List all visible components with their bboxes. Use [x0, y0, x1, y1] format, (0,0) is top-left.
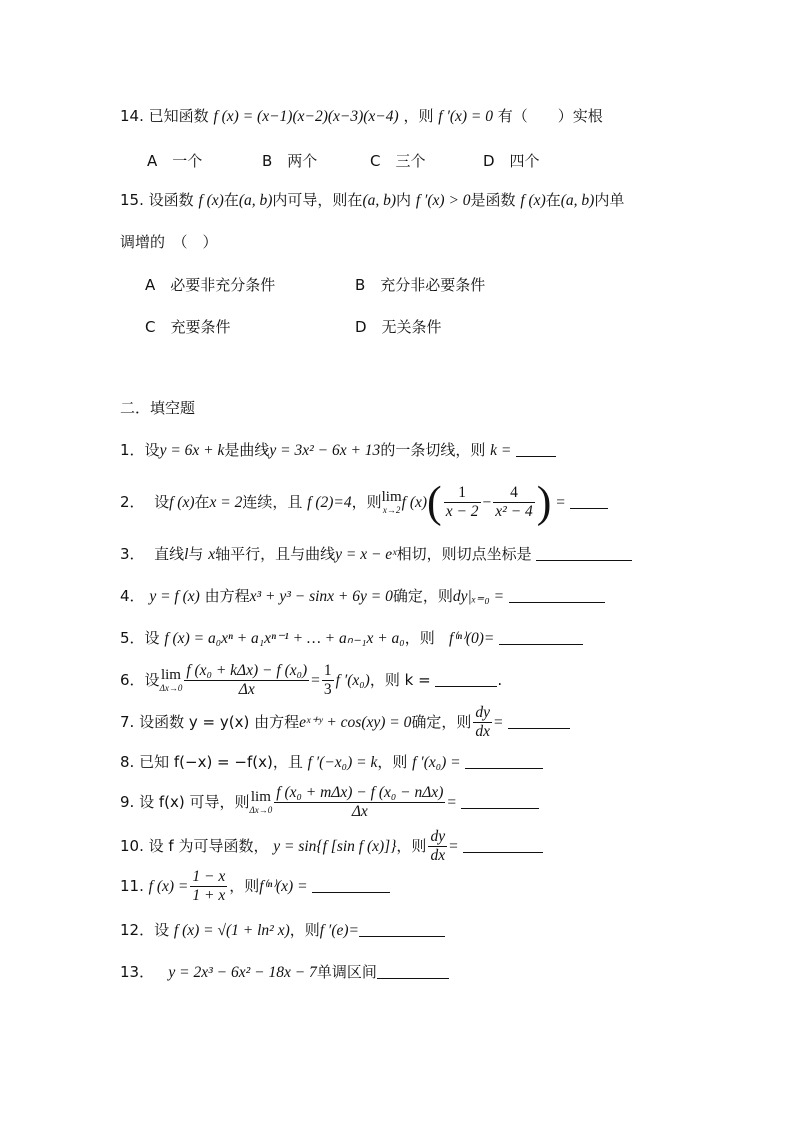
- f9-lim-text: lim: [250, 789, 271, 805]
- fill-10: [120, 826, 543, 867]
- f6-number: 6．: [120, 671, 145, 689]
- q14-number: 14.: [120, 107, 144, 125]
- q14-option-d: D 四个: [483, 152, 540, 170]
- f4-t1: 由方程: [204, 587, 250, 605]
- f1-m1: y = 6x + k: [159, 442, 225, 459]
- f2-number: 2．: [120, 493, 145, 511]
- f9-numerator: f (x₀ + mΔx) − f (x₀ − nΔx): [276, 784, 444, 801]
- f3-t2: 与: [188, 545, 204, 563]
- fill-8: [120, 752, 543, 773]
- q15-line2: 调增的 （ ）: [120, 233, 218, 251]
- f10-m1: y = sin{f [sin f (x)]}: [273, 838, 397, 855]
- q14-function: f (x) = (x−1)(x−2)(x−3)(x−4): [213, 108, 399, 125]
- f11-frac: [190, 868, 227, 905]
- f10-number: 10.: [120, 837, 144, 855]
- f10-frac: [428, 828, 447, 865]
- q15-text-b: 在: [223, 191, 239, 209]
- f13-t1: 单调区间: [316, 963, 377, 981]
- f7-d: dx: [475, 723, 491, 740]
- f5-t2: ，则: [404, 629, 435, 647]
- f2-eq: =: [556, 494, 565, 511]
- q15-condition: f ′(x) > 0: [415, 192, 471, 209]
- f11-number: 11.: [120, 877, 144, 895]
- f6-answer-blank[interactable]: [435, 672, 497, 687]
- f11-m2: f⁽ⁿ⁾(x) =: [259, 878, 308, 895]
- f12-answer-blank[interactable]: [359, 922, 445, 937]
- q15-text-d: 内: [396, 191, 412, 209]
- f6-t3: .: [497, 671, 503, 689]
- f7-eq: =: [494, 714, 503, 731]
- f5-number: 5．: [120, 629, 145, 647]
- f2-limit: [382, 490, 402, 515]
- f5-m2: f⁽ⁿ⁾(0)=: [449, 630, 495, 647]
- q15-text-b-2: 在: [545, 191, 561, 209]
- f12-m2: f ′(e)=: [319, 922, 359, 939]
- f6-n: 1: [323, 662, 332, 679]
- f2-lim-sub: x→2: [382, 505, 401, 515]
- fill-1: [120, 440, 556, 461]
- f6-third: [322, 662, 334, 699]
- f9-number: 9.: [120, 793, 135, 811]
- f6-numerator: f (x₀ + kΔx) − f (x₀): [186, 662, 308, 679]
- f3-m3: y = x − eˣ: [335, 546, 397, 563]
- f4-m2: x³ + y³ − sinx + 6y = 0: [249, 588, 393, 605]
- fill-3: [120, 544, 632, 565]
- f12-m1: f (x) = √(1 + ln² x): [173, 922, 290, 939]
- f3-t4: 相切，则切点坐标是: [396, 545, 532, 563]
- f5-answer-blank[interactable]: [499, 630, 583, 645]
- q15-text-a: 设函数: [148, 191, 194, 209]
- f11-t1: ，则: [229, 877, 260, 895]
- f2-m1: f (x): [169, 494, 195, 511]
- f9-limit: [250, 790, 273, 815]
- q15-text-f: 内单: [594, 191, 625, 209]
- fill-6: [120, 660, 502, 701]
- fill-13: [120, 962, 449, 983]
- f10-answer-blank[interactable]: [463, 838, 543, 853]
- right-paren: ): [536, 477, 552, 527]
- f7-answer-blank[interactable]: [508, 714, 570, 729]
- f9-answer-blank[interactable]: [461, 794, 539, 809]
- q14-option-b: B 两个: [262, 152, 318, 170]
- f9-t1: 设 f(x) 可导，则: [139, 793, 250, 811]
- q15-interval-3: (a, b): [560, 192, 595, 209]
- f2-frac-2: [493, 484, 535, 521]
- f8-m2: f ′(x₀) =: [412, 754, 461, 771]
- q15-f-2: f (x): [520, 192, 546, 209]
- f6-t1: 设: [144, 671, 160, 689]
- f8-number: 8.: [120, 753, 135, 771]
- f2-m4: f (x): [401, 494, 428, 511]
- f2-d1: x − 2: [445, 503, 479, 520]
- f6-lim-sub: Δx→0: [159, 683, 183, 693]
- f1-answer-blank[interactable]: [516, 442, 556, 457]
- q15-option-a: A 必要非充分条件: [145, 276, 276, 294]
- f2-t4: ，则: [351, 493, 382, 511]
- f2-t3: 连续，且: [242, 493, 303, 511]
- f12-t1: 设: [154, 921, 170, 939]
- f2-frac-1: [444, 484, 481, 521]
- f2-d2: x² − 4: [495, 503, 533, 520]
- f2-n1: 1: [444, 484, 481, 503]
- f10-t1: 设 f 为可导函数，: [148, 837, 269, 855]
- f1-number: 1．: [120, 441, 145, 459]
- f1-t2: 是曲线: [224, 441, 270, 459]
- f4-number: 4．: [120, 587, 145, 605]
- f12-t2: ，则: [289, 921, 320, 939]
- f11-d: 1 + x: [192, 887, 226, 904]
- f2-m3: f (2)=4: [307, 494, 352, 511]
- f7-t1: 设函数 y = y(x) 由方程: [139, 713, 300, 731]
- fill-9: [120, 782, 539, 823]
- f11-m1: f (x) =: [148, 878, 189, 895]
- f10-d: dx: [430, 847, 446, 864]
- f5-m1: f (x) = a₀xⁿ + a₁xⁿ⁻¹ + … + aₙ₋₁x + a₀: [164, 630, 405, 647]
- f1-t1: 设: [144, 441, 160, 459]
- q14-derivative: f ′(x) = 0: [438, 108, 493, 125]
- question-15: [120, 190, 624, 211]
- q15-interval-2: (a, b): [362, 192, 397, 209]
- q15-option-c: C 充要条件: [145, 318, 231, 336]
- f6-m1: f ′(x₀): [335, 672, 370, 689]
- f4-answer-blank[interactable]: [509, 588, 605, 603]
- fill-7: [120, 702, 570, 743]
- left-paren: (: [427, 477, 442, 527]
- q14-text-c: 有（ ）实根: [497, 107, 603, 125]
- f11-n: 1 − x: [192, 868, 226, 885]
- f7-frac: [473, 704, 492, 741]
- fill-12: [120, 920, 445, 941]
- f7-m1: eˣ⁺ʸ + cos(xy) = 0: [299, 714, 412, 731]
- f8-m1: f ′(−x₀) = k: [307, 754, 378, 771]
- q14-option-c: C 三个: [370, 152, 426, 170]
- fill-2: 2． 设f (x)在x = 2连续，且 f (2)=4，则 lim x→2 f (x)( $\frac{1}{x - 2}$ − $\frac{4}{\text{x² − 4}}$ ) =: [120, 482, 608, 523]
- f6-d: 3: [323, 681, 332, 698]
- f4-m3: dy|ₓ₌₀ =: [452, 588, 505, 605]
- f1-m3: k =: [490, 442, 512, 459]
- q15-option-d: D 无关条件: [355, 318, 442, 336]
- f9-frac: [274, 784, 445, 821]
- f2-m2: x = 2: [209, 494, 243, 511]
- q14-text-a: 已知函数: [148, 107, 209, 125]
- f10-t2: ，则: [396, 837, 427, 855]
- f6-eq: =: [311, 672, 320, 689]
- section-title: 二．填空题: [120, 399, 196, 417]
- f4-t2: 确定，则: [392, 587, 453, 605]
- q15-text-c: 内可导，则在: [272, 191, 363, 209]
- q15-option-b: B 充分非必要条件: [355, 276, 486, 294]
- f1-m2: y = 3x² − 6x + 13: [269, 442, 381, 459]
- f6-limit: [160, 668, 183, 693]
- fill-4: [120, 586, 605, 607]
- f13-m1: y = 2x³ − 6x² − 18x − 7: [168, 964, 317, 981]
- f9-eq: =: [447, 794, 457, 811]
- f13-number: 13．: [120, 963, 155, 981]
- f4-m1: y = f (x): [149, 588, 200, 605]
- f13-answer-blank[interactable]: [377, 964, 449, 979]
- fill-11: [120, 866, 390, 907]
- q15-text-e: 是函数: [470, 191, 516, 209]
- f7-n: dy: [475, 704, 491, 721]
- f3-answer-blank[interactable]: [536, 546, 632, 561]
- q15-interval: (a, b): [238, 192, 273, 209]
- f12-number: 12．: [120, 921, 155, 939]
- f3-number: 3．: [120, 545, 145, 563]
- q14-text-b: ，则: [403, 107, 434, 125]
- f6-t2: ，则 k =: [369, 671, 431, 689]
- f10-eq: =: [449, 838, 458, 855]
- question-14: [120, 106, 603, 127]
- f3-t1: 直线: [154, 545, 185, 563]
- f2-answer-blank[interactable]: [570, 494, 608, 509]
- f7-number: 7.: [120, 713, 135, 731]
- f8-answer-blank[interactable]: [465, 754, 543, 769]
- fill-5: [120, 628, 583, 649]
- f6-denominator: Δx: [238, 681, 255, 698]
- f1-t3: 的一条切线，则: [380, 441, 486, 459]
- f3-m1: l: [184, 546, 189, 563]
- f5-t1: 设: [144, 629, 160, 647]
- f6-frac: [184, 662, 309, 699]
- f2-t1: 设: [154, 493, 170, 511]
- f2-t2: 在: [194, 493, 210, 511]
- f6-lim-text: lim: [160, 667, 181, 683]
- q14-option-a: A 一个: [147, 152, 203, 170]
- q15-number: 15.: [120, 191, 144, 209]
- f3-t3: 轴平行，且与曲线: [215, 545, 336, 563]
- f8-t1: 已知 f(−x) = −f(x)，且: [139, 753, 303, 771]
- f2-n2: 4: [493, 484, 535, 503]
- q15-f: f (x): [198, 192, 224, 209]
- f8-t2: ，则: [377, 753, 408, 771]
- f10-n: dy: [430, 828, 446, 845]
- f3-m2: x: [208, 546, 216, 563]
- f11-answer-blank[interactable]: [312, 878, 390, 893]
- f7-t2: 确定，则: [411, 713, 472, 731]
- f9-denominator: Δx: [351, 803, 368, 820]
- f2-lim-text: lim: [381, 489, 402, 505]
- f9-lim-sub: Δx→0: [249, 805, 273, 815]
